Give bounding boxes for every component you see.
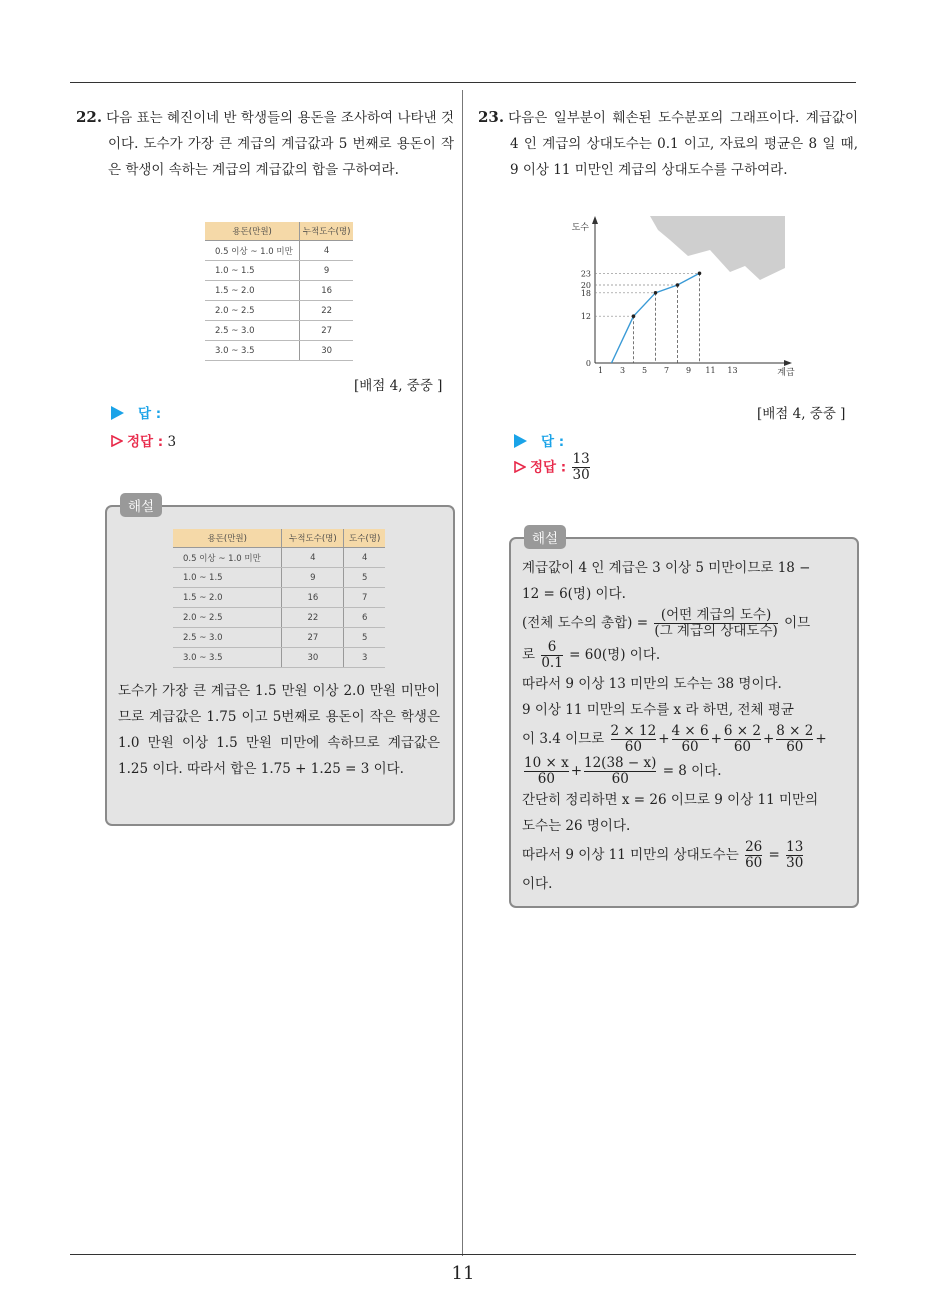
table-cell: 5 (344, 568, 385, 588)
numerator: 10 × x (524, 755, 569, 771)
sol-line: 이다. (522, 876, 553, 892)
table-row (173, 568, 385, 588)
table-cell: 2.5 ~ 3.0 (205, 321, 300, 341)
denominator: 60 (724, 739, 761, 755)
filled-triangle-icon (514, 434, 527, 448)
sol-text: 이므 (784, 615, 811, 631)
table-cell: 0.5 이상 ~ 1.0 미만 (173, 548, 282, 568)
x-tick-label: 3 (619, 366, 626, 375)
data-point (632, 314, 636, 318)
fraction (654, 608, 777, 639)
denominator: 60 (745, 855, 763, 871)
correct-label: 정답 : (530, 459, 567, 476)
table-header: 누적도수(명) (282, 529, 344, 548)
table-row (173, 628, 385, 648)
question-23-text (478, 104, 858, 183)
sol-line (522, 639, 846, 671)
question-23-number: 23. (478, 108, 505, 126)
column-divider (462, 90, 463, 1256)
table-cell: 1.0 ~ 1.5 (205, 261, 300, 281)
table-cell: 1.0 ~ 1.5 (173, 568, 282, 588)
fraction (745, 840, 762, 871)
plus: + (815, 731, 827, 747)
sol-line: 9 이상 11 미만의 도수를 x 라 하면, 전체 평균 (522, 702, 794, 718)
plus: + (762, 731, 775, 747)
x-axis-label: 계급 (777, 368, 795, 378)
y-tick-label: 0 (585, 359, 591, 368)
data-point (676, 283, 680, 287)
question-23-body: 다음은 일부분이 훼손된 도수분포의 그래프이다. 계급값이 4 인 계급의 상대도수는 0.1 이고, 자료의 평균은 8 일 때, 9 이상 11 미만인 계급의 상대도수를 구하여라. (508, 110, 858, 178)
numerator: 26 (745, 839, 763, 855)
numerator: (어떤 계급의 도수) (660, 607, 772, 623)
fraction (786, 840, 803, 871)
fraction (611, 724, 657, 755)
y-tick-label: 12 (580, 312, 591, 322)
correct-answer-fraction (572, 452, 589, 483)
x-axis-arrow-icon (784, 360, 792, 366)
numerator: 2 × 12 (610, 723, 657, 739)
outline-triangle-icon (514, 461, 526, 473)
solution-table (173, 529, 385, 668)
sol-text: (전체 도수의 총합) = (522, 615, 649, 631)
table-cell: 30 (300, 341, 353, 361)
correct-label: 정답 : (127, 434, 164, 450)
x-tick-label: 9 (685, 366, 692, 375)
q23-correct-line (514, 452, 592, 483)
numerator: 12(38 − x) (584, 755, 657, 771)
table-cell: 3.0 ~ 3.5 (173, 648, 282, 668)
equals: = (768, 847, 780, 863)
table-row (173, 588, 385, 608)
question-23 (478, 104, 858, 183)
table-cell: 16 (300, 281, 353, 301)
filled-triangle-icon (111, 406, 124, 420)
numerator: 13 (572, 451, 590, 467)
denominator: 60 (776, 739, 813, 755)
numerator: 8 × 2 (776, 723, 814, 739)
table-header: 용돈(만원) (173, 529, 282, 548)
table-row (205, 281, 353, 301)
question-22-number: 22. (76, 108, 103, 126)
answer-label: 답 : (541, 434, 565, 450)
denominator: 30 (786, 855, 804, 871)
sol-line: 12 = 6(명) 이다. (522, 586, 626, 602)
table-header: 도수(명) (344, 529, 385, 548)
table-cell: 16 (282, 588, 344, 608)
question-22 (76, 104, 454, 183)
x-tick-label: 5 (641, 366, 648, 375)
table-cell: 5 (344, 628, 385, 648)
data-point (654, 291, 658, 295)
numerator: 13 (786, 839, 804, 855)
table-cell: 2.0 ~ 2.5 (205, 301, 300, 321)
q22-solution-text: 도수가 가장 큰 계급은 1.5 만원 이상 2.0 만원 미만이므로 계급값은 1.75 이고 5번째로 용돈이 작은 학생은 1.0 만원 이상 1.5 만원 미만에 속하므로 계급값은 1.25 이다. 따라서 합은 1.75 + 1.25 = 3 이다. (118, 683, 440, 777)
sol-text: = 8 이다. (662, 763, 722, 779)
sol-text: 이 3.4 이므로 (522, 731, 605, 747)
q23-score: [배점 4, 중중 ] (757, 406, 846, 422)
numerator: 6 (547, 639, 557, 655)
x-tick-label: 7 (663, 366, 670, 375)
table-cell: 3.0 ~ 3.5 (205, 341, 300, 361)
x-tick-label: 1 (597, 366, 604, 375)
fraction (776, 724, 813, 755)
sol-line (522, 839, 846, 871)
sol-line: 따라서 9 이상 13 미만의 도수는 38 명이다. (522, 676, 782, 692)
q22-answer-line (111, 402, 161, 422)
table-cell: 22 (300, 301, 353, 321)
outline-triangle-icon (111, 435, 123, 447)
table-row (173, 608, 385, 628)
table-cell: 9 (300, 261, 353, 281)
table-cell: 30 (282, 648, 344, 668)
q23-answer-line (514, 430, 564, 450)
y-tick-label: 18 (580, 288, 591, 298)
sol-text: 따라서 9 이상 11 미만의 상대도수는 (522, 847, 739, 863)
table-row (205, 241, 353, 261)
table-cell: 1.5 ~ 2.0 (173, 588, 282, 608)
table-cell: 27 (300, 321, 353, 341)
table-header: 용돈(만원) (205, 222, 300, 241)
table-cell: 4 (300, 241, 353, 261)
table-cell: 2.5 ~ 3.0 (173, 628, 282, 648)
sol-text: = 60(명) 이다. (569, 647, 661, 663)
table-row (205, 341, 353, 361)
table-row (205, 321, 353, 341)
denominator: (그 계급의 상대도수) (654, 623, 778, 639)
denominator: 60 (611, 739, 657, 755)
table-row (205, 261, 353, 281)
fraction (541, 640, 562, 671)
sol-line (522, 723, 846, 755)
table-row (173, 648, 385, 668)
numerator: 4 × 6 (671, 723, 709, 739)
sol-line: 계급값이 4 인 계급은 3 이상 5 미만이므로 18 − (522, 560, 811, 576)
torn-area (650, 216, 785, 280)
fraction (724, 724, 761, 755)
table-cell: 1.5 ~ 2.0 (205, 281, 300, 301)
sol-line (522, 607, 846, 639)
y-axis-label: 도수 (571, 223, 589, 233)
table-cell: 9 (282, 568, 344, 588)
solution-tag: 해설 (120, 493, 162, 517)
solution-tag: 해설 (524, 525, 566, 549)
fraction (524, 756, 569, 787)
answer-label: 답 : (138, 406, 162, 422)
question-22-text (76, 104, 454, 183)
q22-score: [배점 4, 중중 ] (354, 378, 443, 394)
plus: + (710, 731, 722, 747)
sol-line (522, 755, 846, 787)
denominator: 60 (672, 739, 709, 755)
table-cell: 6 (344, 608, 385, 628)
fraction (672, 724, 709, 755)
table-cell: 3 (344, 648, 385, 668)
table-cell: 0.5 이상 ~ 1.0 미만 (205, 241, 300, 261)
x-tick-label: 13 (727, 366, 738, 375)
plus: + (570, 763, 582, 779)
table-cell: 2.0 ~ 2.5 (173, 608, 282, 628)
table-header: 누적도수(명) (300, 222, 353, 241)
y-tick-label: 23 (580, 269, 591, 279)
table-cell: 27 (282, 628, 344, 648)
allowance-table (205, 222, 353, 361)
numerator: 6 × 2 (723, 723, 761, 739)
sol-line: 간단히 정리하면 x = 26 이므로 9 이상 11 미만의 (522, 792, 819, 808)
x-tick-label: 11 (705, 366, 716, 375)
y-tick-label: 20 (580, 281, 591, 290)
denominator: 60 (524, 771, 569, 787)
table-cell: 4 (282, 548, 344, 568)
top-rule (70, 82, 856, 83)
denominator: 0.1 (541, 655, 563, 671)
bottom-rule (70, 1254, 856, 1255)
table-cell: 7 (344, 588, 385, 608)
fraction (584, 756, 656, 787)
q23-solution-text (522, 555, 846, 897)
y-axis-arrow-icon (592, 216, 598, 224)
page-number: 11 (451, 1263, 475, 1284)
denominator: 30 (572, 467, 590, 483)
sol-text: 로 (522, 647, 536, 663)
correct-answer: 3 (167, 434, 177, 450)
table-row (205, 301, 353, 321)
sol-line: 도수는 26 명이다. (522, 818, 631, 834)
plus: + (658, 731, 670, 747)
frequency-polygon-chart (560, 210, 800, 380)
denominator: 60 (584, 771, 656, 787)
table-row (173, 548, 385, 568)
data-point (698, 272, 702, 276)
q22-correct-line (111, 430, 176, 450)
question-22-body: 다음 표는 혜진이네 반 학생들의 용돈을 조사하여 나타낸 것이다. 도수가 가장 큰 계급의 계급값과 5 번째로 용돈이 작은 학생이 속하는 계급의 계급값의 합을 구하여라. (106, 110, 454, 178)
table-cell: 22 (282, 608, 344, 628)
table-cell: 4 (344, 548, 385, 568)
